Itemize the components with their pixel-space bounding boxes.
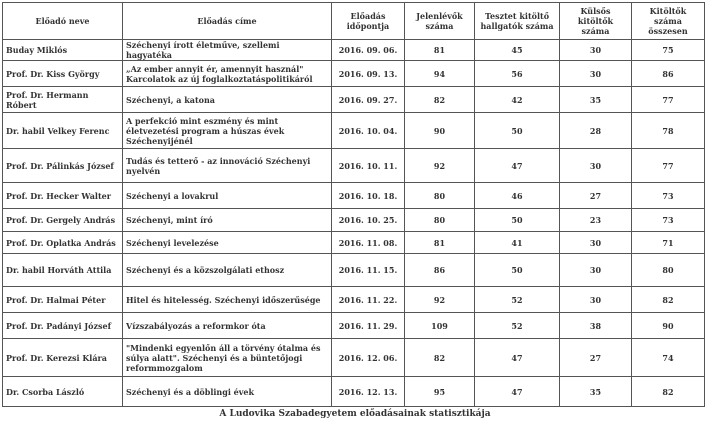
cell-attendees: 80: [405, 183, 475, 209]
cell-total-respondents: 82: [632, 377, 705, 407]
cell-attendees: 90: [405, 113, 475, 149]
cell-student-respondents: 50: [475, 113, 560, 149]
cell-total-respondents: 74: [632, 339, 705, 377]
cell-student-respondents: 42: [475, 87, 560, 113]
cell-student-respondents: 45: [475, 40, 560, 61]
cell-lecture-title: Széchenyi, mint író: [123, 209, 332, 232]
cell-lecture-title: Széchenyi és a döblingi évek: [123, 377, 332, 407]
lecture-statistics-table: [2, 2, 705, 407]
cell-total-respondents: 73: [632, 183, 705, 209]
cell-lecture-title: „Az ember annyit ér, amennyit használ" Karcolatok az új foglalkoztatáspolitikáról: [123, 61, 332, 87]
cell-lecture-date: 2016. 11. 15.: [332, 254, 405, 287]
header-lecturer-name: Előadó neve: [3, 3, 123, 40]
cell-lecturer-name: Prof. Dr. Kiss György: [3, 61, 123, 87]
cell-external-respondents: 30: [560, 254, 632, 287]
table-row: [3, 40, 705, 61]
cell-external-respondents: 38: [560, 313, 632, 339]
cell-lecture-date: 2016. 12. 13.: [332, 377, 405, 407]
cell-lecturer-name: Prof. Dr. Hermann Róbert: [3, 87, 123, 113]
header-student-respondents: Tesztet kitöltő hallgatók száma: [475, 3, 560, 40]
cell-attendees: 82: [405, 87, 475, 113]
cell-attendees: 82: [405, 339, 475, 377]
cell-total-respondents: 82: [632, 287, 705, 313]
cell-external-respondents: 30: [560, 40, 632, 61]
cell-lecture-date: 2016. 10. 04.: [332, 113, 405, 149]
cell-total-respondents: 73: [632, 209, 705, 232]
cell-student-respondents: 47: [475, 377, 560, 407]
cell-attendees: 94: [405, 61, 475, 87]
cell-lecture-date: 2016. 11. 22.: [332, 287, 405, 313]
cell-lecture-title: Széchenyi és a közszolgálati ethosz: [123, 254, 332, 287]
cell-attendees: 92: [405, 287, 475, 313]
cell-lecture-date: 2016. 12. 06.: [332, 339, 405, 377]
cell-student-respondents: 52: [475, 287, 560, 313]
cell-total-respondents: 90: [632, 313, 705, 339]
cell-student-respondents: 47: [475, 339, 560, 377]
cell-lecture-title: Széchenyi, a katona: [123, 87, 332, 113]
cell-lecturer-name: Prof. Dr. Padányi József: [3, 313, 123, 339]
cell-lecture-title: A perfekció mint eszmény és mint életvezetési program a húszas évek Széchenyijénél: [123, 113, 332, 149]
cell-external-respondents: 30: [560, 149, 632, 183]
cell-lecture-title: Tudás és tetterő - az innováció Széchenyi nyelvén: [123, 149, 332, 183]
cell-lecture-title: Vízszabályozás a reformkor óta: [123, 313, 332, 339]
cell-external-respondents: 30: [560, 61, 632, 87]
table-row: [3, 313, 705, 339]
cell-attendees: 81: [405, 232, 475, 254]
header-external-respondents: Külsős kitöltők száma: [560, 3, 632, 40]
cell-lecture-date: 2016. 09. 13.: [332, 61, 405, 87]
cell-lecturer-name: Prof. Dr. Pálinkás József: [3, 149, 123, 183]
cell-lecture-title: Széchenyi a lovakrul: [123, 183, 332, 209]
cell-total-respondents: 78: [632, 113, 705, 149]
cell-student-respondents: 52: [475, 313, 560, 339]
cell-external-respondents: 30: [560, 232, 632, 254]
cell-attendees: 80: [405, 209, 475, 232]
table-row: [3, 254, 705, 287]
cell-lecture-date: 2016. 11. 08.: [332, 232, 405, 254]
table-row: [3, 209, 705, 232]
cell-lecturer-name: Buday Miklós: [3, 40, 123, 61]
cell-attendees: 95: [405, 377, 475, 407]
header-row: [3, 3, 705, 40]
table-row: [3, 183, 705, 209]
cell-attendees: 81: [405, 40, 475, 61]
cell-student-respondents: 46: [475, 183, 560, 209]
header-total-respondents: Kitöltők száma összesen: [632, 3, 705, 40]
table-row: [3, 113, 705, 149]
cell-total-respondents: 71: [632, 232, 705, 254]
table-row: [3, 232, 705, 254]
cell-student-respondents: 50: [475, 209, 560, 232]
cell-student-respondents: 41: [475, 232, 560, 254]
table-row: [3, 377, 705, 407]
cell-external-respondents: 27: [560, 183, 632, 209]
cell-external-respondents: 28: [560, 113, 632, 149]
header-lecture-title: Előadás címe: [123, 3, 332, 40]
cell-lecturer-name: Prof. Dr. Kerezsi Klára: [3, 339, 123, 377]
cell-external-respondents: 23: [560, 209, 632, 232]
cell-total-respondents: 77: [632, 149, 705, 183]
header-lecture-date: Előadás időpontja: [332, 3, 405, 40]
cell-lecturer-name: Prof. Dr. Gergely András: [3, 209, 123, 232]
cell-lecture-title: Széchenyi írott életműve, szellemi hagyatéka: [123, 40, 332, 61]
cell-total-respondents: 86: [632, 61, 705, 87]
cell-attendees: 86: [405, 254, 475, 287]
cell-lecturer-name: Dr. habil Horváth Attila: [3, 254, 123, 287]
cell-lecturer-name: Dr. habil Velkey Ferenc: [3, 113, 123, 149]
cell-lecturer-name: Prof. Dr. Hecker Walter: [3, 183, 123, 209]
cell-total-respondents: 80: [632, 254, 705, 287]
cell-lecture-date: 2016. 11. 29.: [332, 313, 405, 339]
table-row: [3, 339, 705, 377]
cell-student-respondents: 47: [475, 149, 560, 183]
cell-external-respondents: 30: [560, 287, 632, 313]
table-row: [3, 87, 705, 113]
cell-lecture-date: 2016. 10. 11.: [332, 149, 405, 183]
table-row: [3, 61, 705, 87]
cell-lecture-date: 2016. 10. 25.: [332, 209, 405, 232]
cell-total-respondents: 77: [632, 87, 705, 113]
cell-external-respondents: 27: [560, 339, 632, 377]
table-row: [3, 149, 705, 183]
cell-lecture-title: Széchenyi levelezése: [123, 232, 332, 254]
cell-lecture-date: 2016. 09. 27.: [332, 87, 405, 113]
cell-lecture-date: 2016. 09. 06.: [332, 40, 405, 61]
cell-lecturer-name: Prof. Dr. Halmai Péter: [3, 287, 123, 313]
cell-lecturer-name: Prof. Dr. Oplatka András: [3, 232, 123, 254]
cell-attendees: 92: [405, 149, 475, 183]
cell-total-respondents: 75: [632, 40, 705, 61]
cell-lecture-title: "Mindenki egyenlőn áll a törvény ótalma és súlya alatt". Széchenyi és a büntetőjogi reformmozgalom: [123, 339, 332, 377]
cell-lecture-title: Hitel és hitelesség. Széchenyi időszerűsége: [123, 287, 332, 313]
cell-external-respondents: 35: [560, 87, 632, 113]
header-attendees: Jelenlévők száma: [405, 3, 475, 40]
table-caption: A Ludovika Szabadegyetem előadásainak statisztikája: [219, 409, 491, 419]
cell-lecture-date: 2016. 10. 18.: [332, 183, 405, 209]
table-row: [3, 287, 705, 313]
cell-external-respondents: 35: [560, 377, 632, 407]
cell-student-respondents: 50: [475, 254, 560, 287]
cell-lecturer-name: Dr. Csorba László: [3, 377, 123, 407]
cell-student-respondents: 56: [475, 61, 560, 87]
cell-attendees: 109: [405, 313, 475, 339]
